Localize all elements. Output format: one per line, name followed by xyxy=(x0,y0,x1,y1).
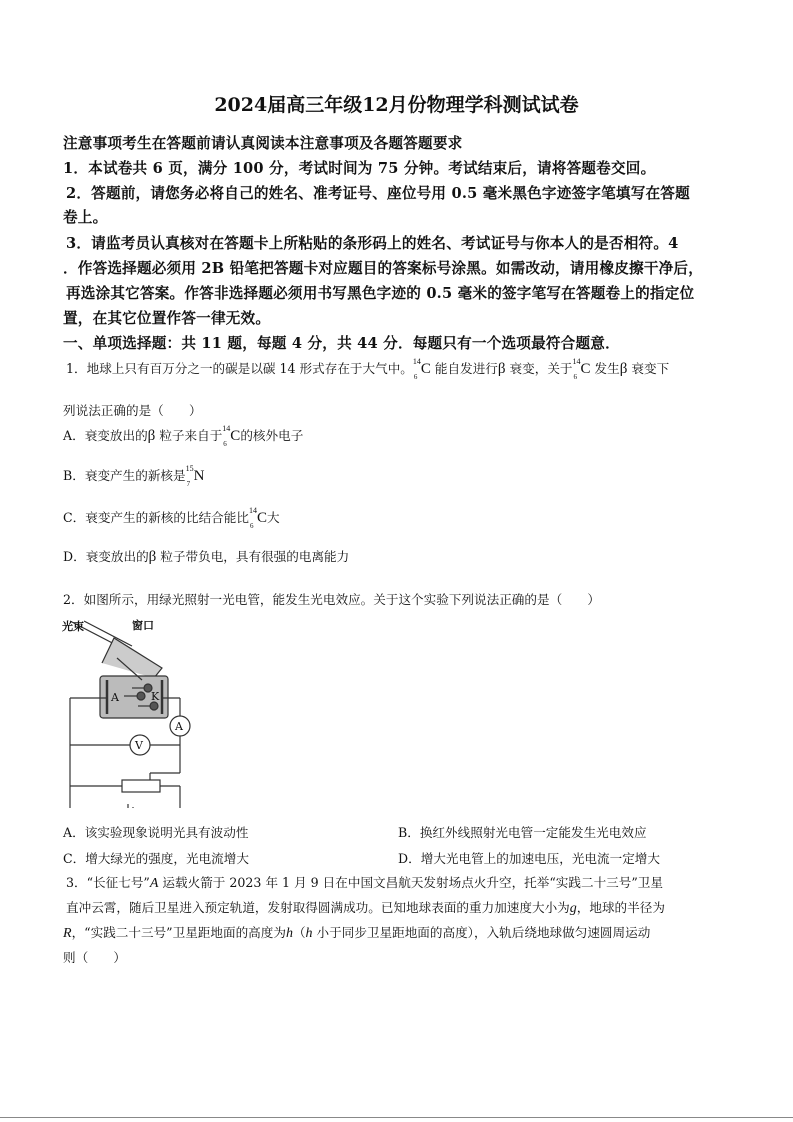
nuclide-c14: 14 6 C xyxy=(572,357,591,381)
question-3-line1 xyxy=(66,872,663,892)
question-3-line4: 则（ ） xyxy=(63,950,126,965)
var: g xyxy=(569,901,577,916)
text: ，地球的半径为 xyxy=(576,900,665,915)
notice-line: 3．请监考员认真核对在答题卡上所粘贴的条形码上的姓名、考试证号与你本人的是否相符。4 xyxy=(66,235,679,252)
nuclide-c14: 14 6 C xyxy=(412,357,431,381)
notice-line: 卷上。 xyxy=(63,209,108,226)
page-bottom-divider xyxy=(0,1117,793,1118)
text: 粒子带负电，具有很强的电离能力 xyxy=(156,549,350,564)
beta-symbol: β xyxy=(147,428,156,444)
text: 1．地球上只有百万分之一的碳是以碳 14 形式存在于大气中。 xyxy=(66,361,413,376)
text: 粒子来自于 xyxy=(155,428,223,443)
text: （ xyxy=(292,925,306,940)
var: A xyxy=(149,876,159,891)
question-1-option-b xyxy=(63,464,205,488)
beta-symbol: β xyxy=(148,549,157,565)
notice-line: 置，在其它位置作答一律无效。 xyxy=(63,310,271,327)
text: A．衰变放出的 xyxy=(63,428,148,443)
window-label: 窗口 xyxy=(132,619,154,632)
voltmeter-label: V xyxy=(135,739,143,752)
text: 直冲云霄，随后卫星进入预定轨道，发射取得圆满成功。已知地球表面的重力加速度大小为 xyxy=(66,900,570,915)
nuclide-c14: 14 6 C xyxy=(222,424,241,448)
notice-line: ．作答选择题必须用 2B 铅笔把答题卡对应题目的答案标号涂黑。如需改动，请用橡皮擦干净后， xyxy=(63,260,703,277)
ammeter-label: A xyxy=(175,720,183,733)
question-2-option-c: C．增大绿光的强度，光电流增大 xyxy=(63,851,249,866)
var: R xyxy=(63,926,72,941)
text: 发生 xyxy=(590,361,620,376)
section-heading: 一、单项选择题：共 11 题，每题 4 分，共 44 分．每题只有一个选项最符合题意． xyxy=(63,335,620,352)
text: ，“实践二十三号”卫星距地面的高度为 xyxy=(71,925,286,940)
page-title: 2024届高三年级12月份物理学科测试试卷 xyxy=(214,94,579,116)
var: h xyxy=(305,926,313,941)
beam-label: 光束 xyxy=(62,620,84,633)
text: 衰变下 xyxy=(627,361,670,376)
text: C．衰变产生的新核的比结合能比 xyxy=(63,510,249,525)
question-1-option-c xyxy=(63,506,280,530)
beta-symbol: β xyxy=(619,361,628,377)
question-1-stem xyxy=(66,357,670,381)
anode-label: A xyxy=(111,691,119,704)
text: 3．“长征七号” xyxy=(66,875,150,890)
text: 衰变，关于 xyxy=(505,361,573,376)
text: 的核外电子 xyxy=(240,428,304,443)
text: D．衰变放出的 xyxy=(63,549,149,564)
question-2-option-a: A．该实验现象说明光具有波动性 xyxy=(63,825,249,840)
photoelectric-circuit-diagram xyxy=(62,618,232,808)
beta-symbol: β xyxy=(497,361,506,377)
question-2-option-d: D．增大光电管上的加速电压，光电流一定增大 xyxy=(398,851,660,866)
question-1-option-a xyxy=(63,424,304,448)
notice-line: 1．本试卷共 6 页，满分 100 分，考试时间为 75 分钟。考试结束后，请将答题卷交回。 xyxy=(63,160,656,177)
var: h xyxy=(285,926,293,941)
text: B．衰变产生的新核是 xyxy=(63,468,186,483)
text: 运载火箭于 2023 年 1 月 9 日在中国文昌航天发射场点火升空，托举“实践二十三号”卫星 xyxy=(158,875,663,890)
question-1-option-d xyxy=(63,546,349,566)
question-2-option-b: B．换红外线照射光电管一定能发生光电效应 xyxy=(398,825,647,840)
question-3-line3 xyxy=(63,922,650,942)
question-2-stem: 2．如图所示，用绿光照射一光电管，能发生光电效应。关于这个实验下列说法正确的是（ ） xyxy=(63,592,600,607)
nuclide-c14: 14 6 C xyxy=(248,506,267,530)
notice-line: 2．答题前，请您务必将自己的姓名、准考证号、座位号用 0.5 毫米黑色字迹签字笔填写在答题 xyxy=(66,185,690,202)
cathode-label: K xyxy=(151,690,160,703)
text: 大 xyxy=(266,510,280,525)
question-3-line2 xyxy=(66,897,665,917)
notice-line: 再选涂其它答案。作答非选择题必须用书写黑色字迹的 0.5 毫米的签字笔写在答题卷上的指定位 xyxy=(66,285,695,302)
nuclide-n15: 15 7 N xyxy=(185,464,205,488)
notice-heading: 注意事项考生在答题前请认真阅读本注意事项及各题答题要求 xyxy=(63,135,463,152)
text: 能自发进行 xyxy=(430,361,498,376)
text: 小于同步卫星距地面的高度），入轨后绕地球做匀速圆周运动 xyxy=(312,925,651,940)
question-1-stem-line2: 列说法正确的是（ ） xyxy=(63,403,202,418)
